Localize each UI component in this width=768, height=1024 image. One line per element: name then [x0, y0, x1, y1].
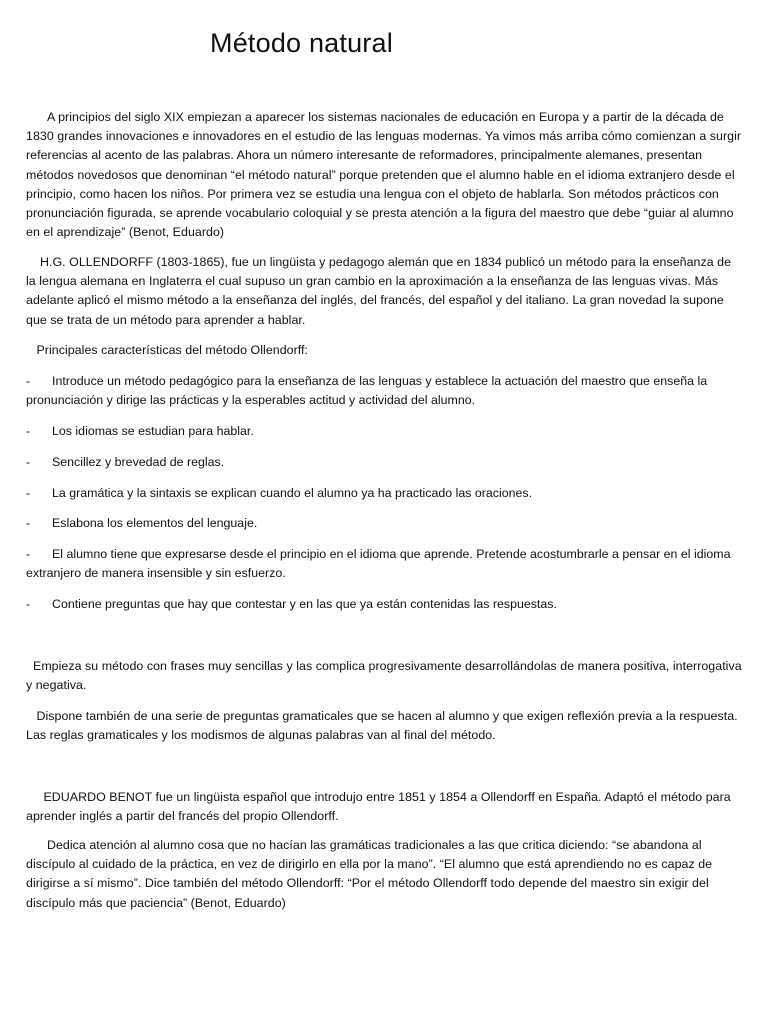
list-item-text: Los idiomas se estudian para hablar. [52, 424, 254, 438]
list-item-text: Sencillez y brevedad de reglas. [52, 455, 225, 469]
list-item-text: El alumno tiene que expresarse desde el principio en el idioma que aprende. Pretende acostumbrarle a pensar en el idioma extranjero de manera insensible y sin esfuerzo. [26, 547, 731, 581]
bullet-dash: - [26, 424, 31, 438]
list-item-text: Introduce un método pedagógico para la enseñanza de las lenguas y establece la actuación del maestro que enseña la pronunciación y dirige las prácticas y la esperables actitud y actividad del alumno. [26, 374, 708, 408]
questions-paragraph: Dispone también de una serie de preguntas gramaticales que se hacen al alumno y que exigen reflexión previa a la respuesta. Las reglas gramaticales y los modismos de algunas palabras van al final del método. [26, 709, 742, 743]
list-item [26, 545, 744, 583]
list-item-text: La gramática y la sintaxis se explican cuando el alumno ya ha practicado las oraciones. [52, 486, 533, 500]
list-item [26, 453, 744, 472]
attention-paragraph: Dedica atención al alumno cosa que no hacían las gramáticas tradicionales a las que critica diciendo: “se abandona al discípulo al cuidado de la práctica, en vez de dirigirlo en ella por la mano”. “El alumno que está aprendiendo no es capaz de dirigirse a sí mismo”. Dice también del método Ollendorff: “Por el método Ollendorff todo depende del maestro sin exigir del discípulo más que paciencia” (Benot, Eduardo) [26, 838, 716, 910]
bullet-dash: - [26, 516, 31, 530]
bullet-dash: - [26, 486, 31, 500]
intro-paragraph: A principios del siglo XIX empiezan a aparecer los sistemas nacionales de educación en Europa y a partir de la década de 1830 grandes innovaciones e innovadores en el estudio de las lenguas modernas. Ya vimos más arriba cómo comienzan a surgir referencias al acento de las palabras. Ahora un número interesante de reformadores, principalmente alemanes, presentan métodos novedosos que denominan “el método natural” porque pretenden que el alumno hable en el idioma extranjero desde el principio, como hacen los niños. Por primera vez se estudia una lengua con el objeto de hablarla. Son métodos prácticos con pronunciación figurada, se aprende vocabulario coloquial y se presta atención a la figura del maestro que debe “guiar al alumno en el aprendizaje” (Benot, Eduardo) [26, 110, 745, 240]
bullet-dash: - [26, 597, 31, 611]
list-item-text: Contiene preguntas que hay que contestar y en las que ya están contenidas las respuestas. [52, 597, 557, 611]
list-item-text: Eslabona los elementos del lenguaje. [52, 516, 258, 530]
list-item [26, 422, 744, 441]
method-paragraph: Empieza su método con frases muy sencillas y las complica progresivamente desarrollándolas de manera positiva, interrogativa y negativa. [26, 659, 746, 693]
page-title: Método natural [210, 28, 393, 58]
characteristics-heading: Principales características del método Ollendorff: [26, 343, 309, 357]
bullet-dash: - [26, 374, 31, 388]
list-item [26, 514, 744, 533]
list-item [26, 484, 744, 503]
ollendorff-paragraph: H.G. OLLENDORFF (1803-1865), fue un lingüista y pedagogo alemán que en 1834 publicó un método para la enseñanza de la lengua alemana en Inglaterra el cual supuso un gran cambio en la aproximación a la enseñanza de las lenguas vivas. Más adelante aplicó el mismo método a la enseñanza del inglés, del francés, del español y del italiano. La gran novedad la supone que se trata de un método para aprender a hablar. [26, 255, 735, 327]
list-item [26, 372, 744, 410]
bullet-dash: - [26, 455, 31, 469]
benot-paragraph: EDUARDO BENOT fue un lingüista español que introdujo entre 1851 y 1854 a Ollendorff en España. Adaptó el método para aprender inglés a partir del francés del propio Ollendorff. [26, 790, 735, 824]
bullet-dash: - [26, 547, 31, 561]
list-item [26, 595, 744, 614]
